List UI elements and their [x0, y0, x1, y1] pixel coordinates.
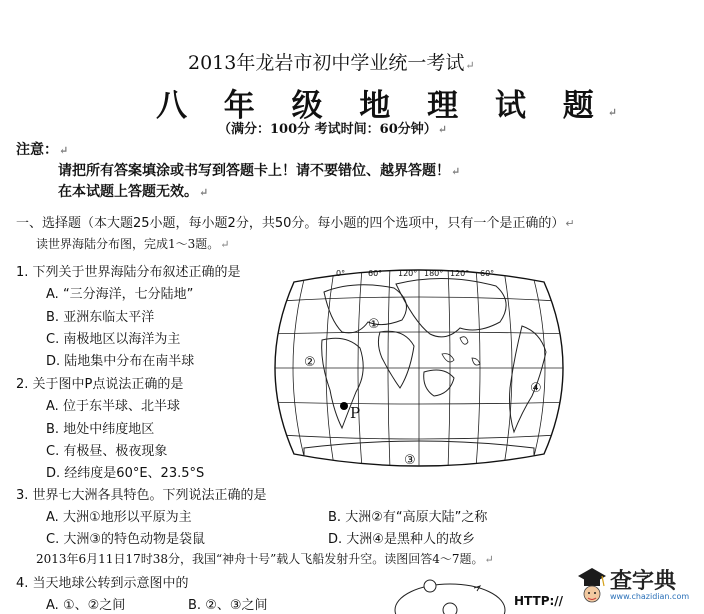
question-3-option-d: D. 大洲④是黑种人的故乡 — [328, 532, 475, 547]
notice-label: 注意：↵ — [16, 142, 69, 158]
world-map — [264, 262, 574, 474]
question-3-option-c: C. 大洲③的特色动物是袋鼠 — [46, 532, 206, 547]
exam-info: （满分：100分 考试时间：60分钟）↵ — [218, 122, 447, 137]
question-4-stem: 4. 当天地球公转到示意图中的 — [16, 576, 189, 591]
question-1-option-c: C. 南极地区以海洋为主 — [46, 332, 181, 347]
question-1-option-b: B. 亚洲东临太平洋 — [46, 310, 155, 325]
question-2-option-c: C. 有极昼、极夜现象 — [46, 444, 168, 459]
continent-label-4: ④ — [530, 381, 542, 396]
exam-title: 2013年龙岩市初中学业统一考试↵ — [188, 52, 475, 74]
question-2-option-b: B. 地处中纬度地区 — [46, 422, 155, 437]
longitude-label-2: 60° — [368, 269, 383, 278]
question-1-option-a: A. “三分海洋，七分陆地” — [46, 287, 194, 302]
world-map-svg — [264, 262, 574, 474]
longitude-label-6: 60° — [480, 269, 495, 278]
continent-label-3: ③ — [404, 453, 416, 468]
question-1-option-d: D. 陆地集中分布在南半球 — [46, 354, 195, 369]
orbit-diagram — [390, 570, 510, 614]
question-4-option-b: B. ②、③之间 — [188, 598, 268, 613]
longitude-label-3: 120° — [398, 269, 418, 278]
notice-line-2: 在本试题上答题无效。↵ — [58, 184, 209, 200]
point-p-marker — [340, 402, 348, 410]
point-p-label: P — [350, 404, 361, 422]
question-3-option-a: A. 大洲①地形以平原为主 — [46, 510, 192, 525]
continent-label-2: ② — [304, 355, 316, 370]
chazidian-logo — [570, 560, 704, 614]
section-heading: 一、选择题（本大题25小题，每小题2分，共50分。每小题的四个选项中，只有一个是正确的）↵ — [16, 216, 575, 231]
longitude-label-1: 0° — [336, 269, 346, 278]
question-4-option-a: A. ①、②之间 — [46, 598, 126, 613]
logo-title: 查字典 — [610, 569, 677, 594]
question-3-option-b: B. 大洲②有“高原大陆”之称 — [328, 510, 488, 525]
graduation-cap-icon — [576, 564, 608, 608]
longitude-label-4: 180° — [424, 269, 444, 278]
logo-subtitle: www.chazidian.com — [610, 592, 690, 601]
question-1-stem: 1. 下列关于世界海陆分布叙述正确的是 — [16, 265, 241, 280]
notice-line-1: 请把所有答案填涂或书写到答题卡上！请不要错位、越界答题！↵ — [58, 163, 461, 179]
question-2-option-a: A. 位于东半球、北半球 — [46, 399, 180, 414]
question-2-stem: 2. 关于图中P点说法正确的是 — [16, 377, 184, 392]
section-intro-1: 读世界海陆分布图，完成1～3题。↵ — [36, 237, 230, 251]
exam-subtitle: 八 年 级 地 理 试 题↵ — [156, 88, 630, 124]
continent-label-1: ① — [368, 317, 380, 332]
http-watermark: HTTP:// — [514, 594, 564, 608]
longitude-label-5: 120° — [450, 269, 470, 278]
question-2-option-d: D. 经纬度是60°E、23.5°S — [46, 466, 205, 481]
question-3-stem: 3. 世界七大洲各具特色。下列说法正确的是 — [16, 488, 267, 503]
section-intro-2: 2013年6月11日17时38分，我国“神舟十号”载人飞船发射升空。读图回答4～7题。↵ — [36, 552, 494, 566]
